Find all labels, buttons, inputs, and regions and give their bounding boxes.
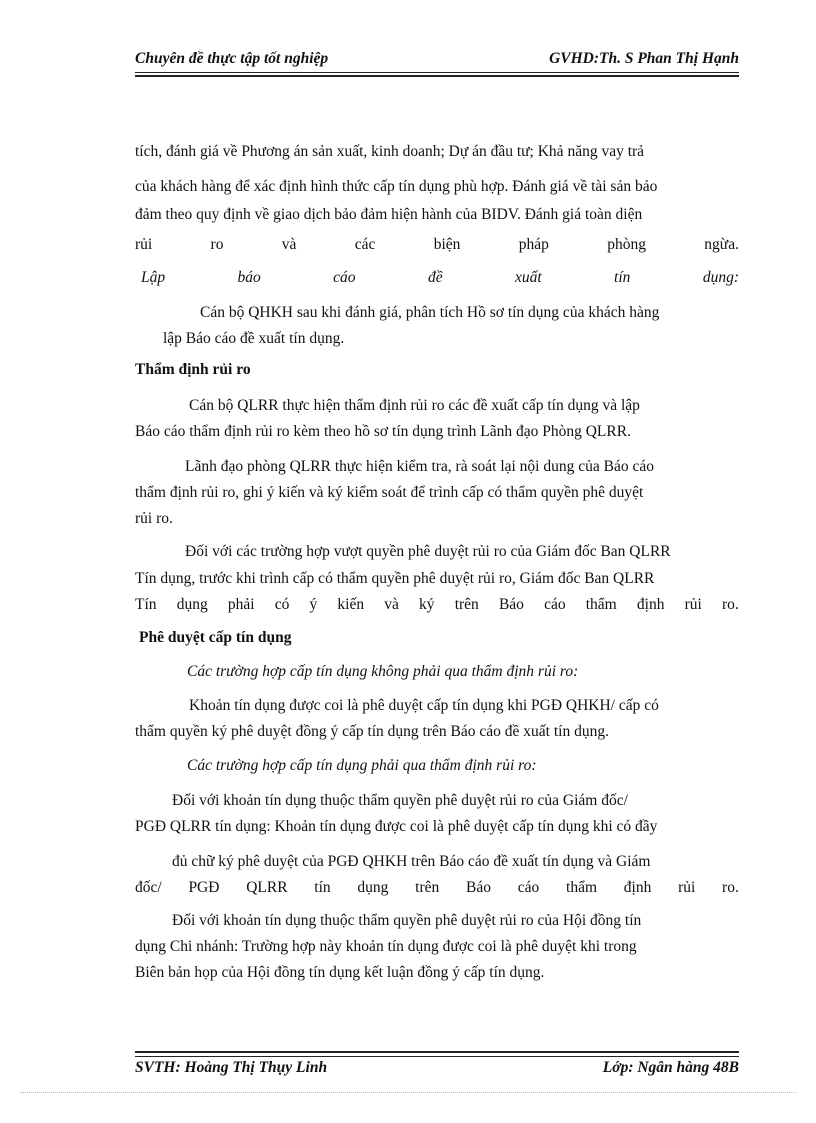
- justified-word: kiến: [337, 596, 365, 613]
- body-line-justified: [135, 595, 739, 615]
- footer-left-text: SVTH: Hoàng Thị Thụy Linh: [135, 1059, 328, 1076]
- justified-word: và: [384, 596, 399, 613]
- body-line: Cán bộ QHKH sau khi đánh giá, phân tích Hồ sơ tín dụng của khách hàng: [200, 304, 660, 321]
- justified-word: PGĐ: [188, 879, 220, 896]
- body-line: thẩm định rủi ro, ghi ý kiến và ký kiểm soát để trình cấp có thẩm quyền phê duyệt: [135, 484, 644, 501]
- justified-word: thẩm: [585, 596, 617, 613]
- body-line: Đối với các trường hợp vượt quyền phê duyệt rủi ro của Giám đốc Ban QLRR: [185, 543, 671, 560]
- body-line: đảm theo quy định về giao dịch bảo đảm hiện hành của BIDV. Đánh giá toàn diện: [135, 206, 643, 223]
- body-line: PGĐ QLRR tín dụng: Khoản tín dụng được coi là phê duyệt cấp tín dụng khi có đầy: [135, 818, 658, 835]
- justified-word: Báo: [466, 879, 491, 896]
- page-footer: [135, 1057, 739, 1081]
- body-line-italic: Các trường hợp cấp tín dụng phải qua thẩm định rủi ro:: [187, 757, 537, 774]
- justified-word: phải: [227, 596, 255, 613]
- body-line: Đối với khoản tín dụng thuộc thẩm quyền phê duyệt rủi ro của Hội đồng tín: [172, 912, 642, 929]
- justified-word: dụng: [357, 879, 389, 896]
- justified-word: rủi: [684, 596, 702, 613]
- body-line: Tín dụng, trước khi trình cấp có thẩm quyền phê duyệt rủi ro, Giám đốc Ban QLRR: [135, 570, 655, 587]
- body-line: rủi ro.: [135, 510, 173, 527]
- justified-word: ro.: [722, 879, 739, 896]
- justified-word: định: [623, 879, 652, 896]
- justified-word: pháp: [518, 236, 549, 253]
- body-line: Báo cáo thẩm định rủi ro kèm theo hồ sơ tín dụng trình Lãnh đạo Phòng QLRR.: [135, 423, 631, 440]
- body-line: tích, đánh giá về Phương án sản xuất, kinh doanh; Dự án đầu tư; Khả năng vay trả: [135, 143, 645, 160]
- body-line: Đối với khoản tín dụng thuộc thẩm quyền phê duyệt rủi ro của Giám đốc/: [172, 792, 628, 809]
- page-edge-dotted-line: [20, 1092, 796, 1093]
- justified-word: đốc/: [135, 879, 162, 896]
- justified-word: phòng: [607, 236, 646, 253]
- justified-word: thẩm: [566, 879, 598, 896]
- justified-word: trên: [415, 879, 440, 896]
- justified-word: Tín: [135, 596, 157, 613]
- justified-word: rủi: [678, 879, 696, 896]
- justified-word: xuất: [514, 269, 542, 286]
- header-rule-thick: [135, 75, 739, 77]
- body-line: Biên bản họp của Hội đồng tín dụng kết luận đồng ý cấp tín dụng.: [135, 964, 545, 981]
- header-rule-thin: [135, 72, 739, 73]
- justified-word: trên: [454, 596, 479, 613]
- justified-word: định: [636, 596, 665, 613]
- body-line-justified-italic: [141, 268, 739, 288]
- justified-word: Lập: [141, 269, 166, 286]
- justified-word: Báo: [498, 596, 524, 613]
- justified-word: ý: [309, 596, 318, 613]
- justified-word: có: [274, 596, 290, 613]
- justified-word: báo: [237, 269, 261, 286]
- section-heading: Thẩm định rủi ro: [135, 361, 251, 378]
- body-line-justified: [135, 878, 739, 898]
- body-line-italic: Các trường hợp cấp tín dụng không phải qua thẩm định rủi ro:: [187, 663, 579, 680]
- body-line-justified: [135, 235, 739, 255]
- justified-word: và: [281, 236, 297, 253]
- justified-word: QLRR: [246, 879, 288, 896]
- justified-word: ro: [210, 236, 224, 253]
- body-line: Lãnh đạo phòng QLRR thực hiện kiểm tra, rà soát lại nội dung của Báo cáo: [185, 458, 654, 475]
- justified-word: dụng: [176, 596, 208, 613]
- body-line: dụng Chi nhánh: Trường hợp này khoản tín dụng được coi là phê duyệt khi trong: [135, 938, 637, 955]
- header-left-text: Chuyên đề thực tập tốt nghiệp: [135, 50, 329, 67]
- justified-word: rủi: [135, 236, 153, 253]
- justified-word: biện: [433, 236, 461, 253]
- justified-word: ngừa.: [704, 236, 739, 253]
- body-line: Khoản tín dụng được coi là phê duyệt cấp tín dụng khi PGĐ QHKH/ cấp có: [189, 697, 659, 714]
- justified-word: ro.: [722, 596, 739, 613]
- justified-word: cáo: [517, 879, 540, 896]
- justified-word: cáo: [333, 269, 356, 286]
- footer-right-text: Lớp: Ngân hàng 48B: [602, 1059, 739, 1076]
- section-heading: Phê duyệt cấp tín dụng: [139, 629, 292, 646]
- justified-word: ký: [419, 596, 435, 613]
- justified-word: cáo: [544, 596, 566, 613]
- header-right-text: GVHD:Th. S Phan Thị Hạnh: [549, 50, 739, 67]
- justified-word: tín: [614, 269, 631, 286]
- page-header: [135, 46, 739, 72]
- body-line: đủ chữ ký phê duyệt của PGĐ QHKH trên Báo cáo đề xuất tín dụng và Giám: [172, 853, 651, 870]
- body-line: thẩm quyền ký phê duyệt đồng ý cấp tín dụng trên Báo cáo đề xuất tín dụng.: [135, 723, 609, 740]
- justified-word: dụng:: [702, 269, 739, 286]
- body-line: Cán bộ QLRR thực hiện thẩm định rủi ro các đề xuất cấp tín dụng và lập: [189, 397, 640, 414]
- justified-word: tín: [314, 879, 331, 896]
- justified-word: các: [354, 236, 376, 253]
- justified-word: đề: [427, 269, 443, 286]
- footer-rule-thick: [135, 1051, 739, 1053]
- body-line: lập Báo cáo đề xuất tín dụng.: [163, 330, 345, 347]
- body-line: của khách hàng để xác định hình thức cấp tín dụng phù hợp. Đánh giá về tài sản bảo: [135, 178, 658, 195]
